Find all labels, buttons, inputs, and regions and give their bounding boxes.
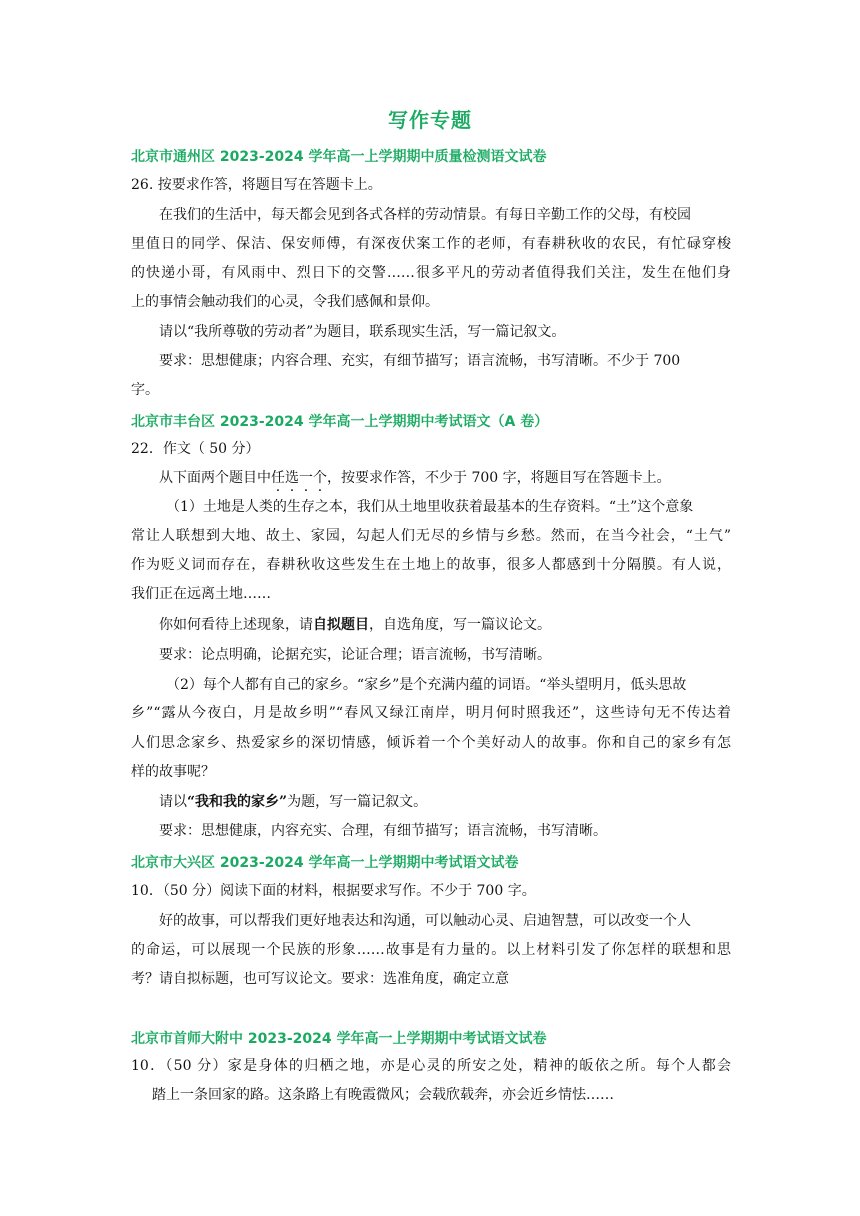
q26-text-line-3: 的快递小哥，有风雨中、烈日下的交警……很多平凡的劳动者值得我们关注，发生在他们身 (131, 265, 731, 281)
q22-instruction (159, 468, 671, 488)
q22-option1-task-part-2: ，自选角度，写一篇议论文。 (369, 617, 551, 633)
q26-requirements-end: 字。 (131, 382, 159, 398)
q22-option2-requirements: 要求：思想健康，内容充实、合理，有细节描写；语言流畅，书写清晰。 (159, 823, 607, 839)
question-10-daxing-prompt: 10．（50 分）阅读下面的材料，根据要求写作。不少于 700 字。 (131, 883, 536, 899)
q10-daxing-line-1: 好的故事，可以帮我们更好地表达和沟通，可以触动心灵、启迪智慧，可以改变一个人 (159, 913, 691, 929)
q10-daxing-line-2: 的命运，可以展现一个民族的形象……故事是有力量的。以上材料引发了你怎样的联想和思 (131, 942, 731, 958)
q22-option2-line-4: 样的故事呢？ (131, 764, 215, 780)
q26-requirements: 要求：思想健康；内容合理、充实，有细节描写；语言流畅，书写清晰。不少于 700 (159, 353, 681, 369)
question-26-prompt: 26. 按要求作答，将题目写在答题卡上。 (131, 177, 382, 193)
q22-option2-task-part-1: 请以 (159, 794, 187, 810)
q22-option1-requirements: 要求：论点明确，论据充实，论证合理；语言流畅，书写清晰。 (159, 647, 551, 663)
emphasis-dot-char: 选 (285, 470, 299, 486)
q22-option2-line-2: 乡”“露从今夜白，月是故乡明”“春风又绿江南岸，明月何时照我还”，这些诗句无不传达着 (131, 705, 731, 721)
q22-option2-task (159, 792, 427, 812)
emphasized-text (271, 470, 327, 486)
source-heading-daxing: 北京市大兴区 2023-2024 学年高一上学期期中考试语文试卷 (131, 855, 519, 871)
q26-text-line-4: 上的事情会触动我们的心灵，令我们感佩和景仰。 (131, 294, 439, 310)
q22-option1-task-part-1: 你如何看待上述现象，请 (159, 617, 313, 633)
source-heading-tongzhou: 北京市通州区 2023-2024 学年高一上学期期中质量检测语文试卷 (131, 149, 547, 165)
q22-instruction-part-1: 从下面两个题目中 (159, 470, 271, 486)
source-heading-shoushi: 北京市首师大附中 2023-2024 学年高一上学期期中考试语文试卷 (131, 1031, 547, 1047)
question-10-shoushi-line-1: 10．（50 分）家是身体的归栖之地，亦是心灵的所安之处，精神的皈依之所。每个人都会 (131, 1058, 731, 1074)
emphasis-dot-char: 任 (271, 470, 285, 486)
q22-option1-line-1: （1）土地是人类的生存之本，我们从土地里收获着最基本的生存资料。“土”这个意象 (166, 499, 694, 515)
q22-instruction-part-2: ，按要求作答，不少于 700 字，将题目写在答题卡上。 (327, 470, 671, 486)
q22-option1-line-2: 常让人联想到大地、故土、家园，勾起人们无尽的乡情与乡愁。然而，在当今社会，“土气” (131, 528, 731, 544)
q22-option1-line-4: 我们正在远离土地…… (131, 586, 271, 602)
q26-task-instruction: 请以“我所尊敬的劳动者”为题目，联系现实生活，写一篇记叙文。 (159, 324, 566, 340)
q10-daxing-line-3: 考？请自拟标题，也可写议论文。要求：选准角度，确定立意 (131, 971, 509, 987)
q22-option2-line-1: （2）每个人都有自己的家乡。“家乡”是个充满内蕴的词语。“举头望明月，低头思故 (166, 677, 687, 693)
q22-option1-line-3: 作为贬义词而存在，春耕秋收这些发生在土地上的故事，很多人都感到十分隔膜。有人说， (131, 557, 731, 573)
q22-option1-task-bold: 自拟题目 (313, 617, 369, 633)
question-22-prompt: 22．作文（ 50 分） (131, 441, 260, 457)
document-title: 写作专题 (388, 108, 472, 132)
q22-option2-line-3: 人们思念家乡、热爱家乡的深切情感，倾诉着一个个美好动人的故事。你和自己的家乡有怎 (131, 735, 731, 751)
q22-option2-task-part-2: 为题，写一篇记叙文。 (287, 794, 428, 810)
q22-option1-task (159, 615, 551, 635)
q26-text-line-1: 在我们的生活中，每天都会见到各式各样的劳动情景。有每日辛勤工作的父母，有校园 (159, 207, 691, 223)
source-heading-fengtai: 北京市丰台区 2023-2024 学年高一上学期期中考试语文（A 卷） (131, 414, 549, 430)
q26-text-line-2: 里值日的同学、保洁、保安师傅，有深夜伏案工作的老师，有春耕秋收的农民，有忙碌穿梭 (131, 236, 731, 252)
q22-option2-task-bold: “我和我的家乡” (187, 794, 288, 810)
question-10-shoushi-line-2: 踏上一条回家的路。这条路上有晚霞微风；会载欣载奔，亦会近乡情怯…… (152, 1087, 614, 1103)
emphasis-dot-char: 个 (313, 470, 327, 486)
emphasis-dot-char: 一 (299, 470, 313, 486)
q22-emphasis-choose-one (271, 470, 327, 486)
